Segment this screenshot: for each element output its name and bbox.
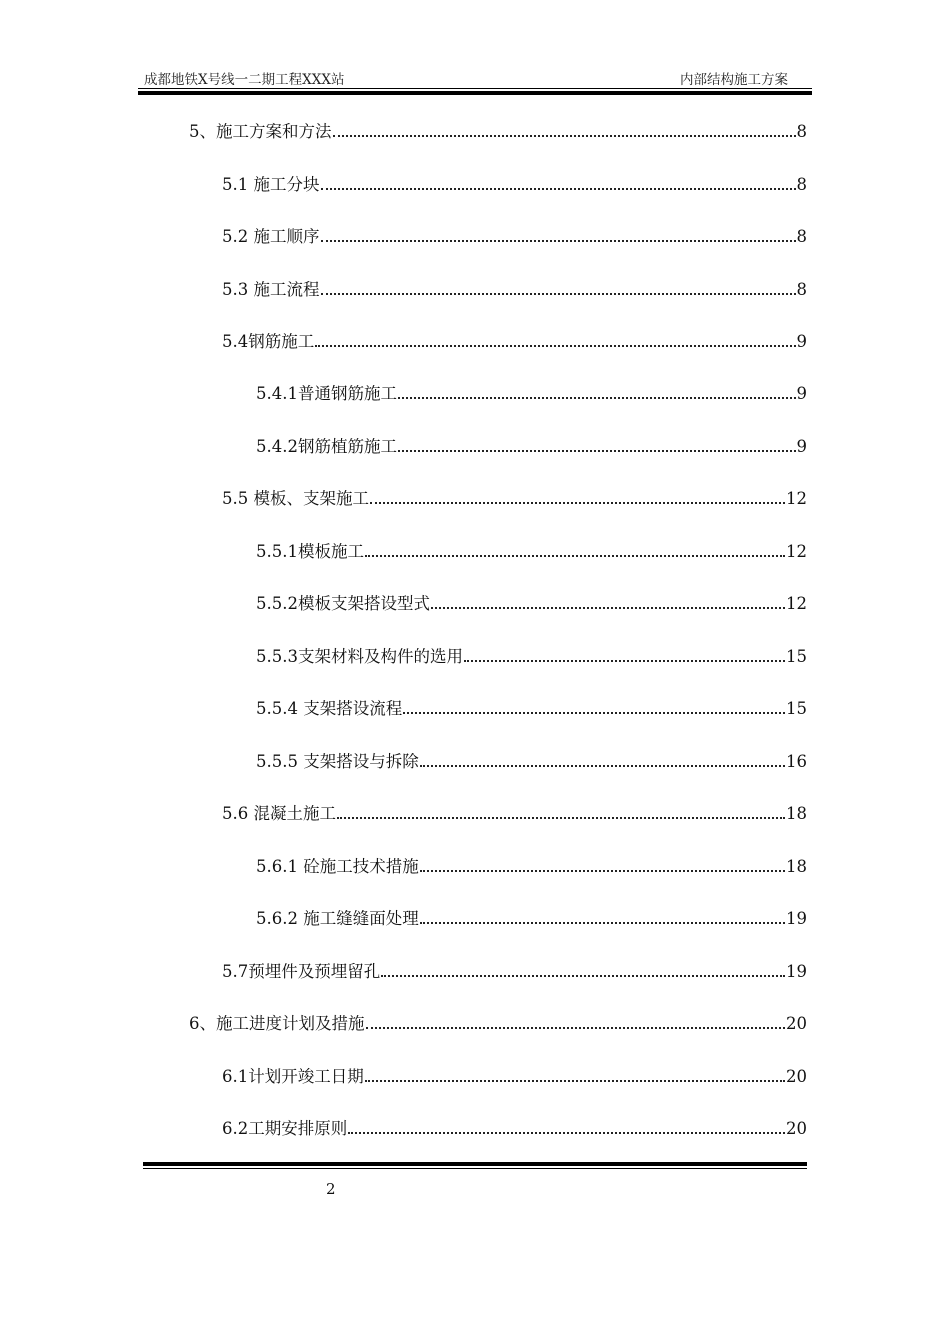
toc-leader [365, 555, 785, 557]
toc-entry-page: 19 [786, 962, 807, 981]
toc-leader [398, 450, 796, 452]
toc-leader [398, 397, 796, 399]
toc-entry-title: 5.5.1模板施工 [256, 542, 364, 561]
toc-leader [420, 922, 785, 924]
toc-leader [321, 240, 796, 242]
toc-entry-title: 5.5.4 支架搭设流程 [256, 699, 403, 718]
toc-leader [321, 293, 796, 295]
toc-entry[interactable] [222, 328, 807, 352]
toc-entry-title: 5.3 施工流程 [222, 280, 320, 299]
toc-entry[interactable] [256, 380, 807, 404]
toc-entry-page: 18 [786, 857, 807, 876]
toc-entry-page: 20 [786, 1067, 807, 1086]
toc-entry[interactable] [222, 485, 807, 509]
toc-leader [420, 765, 785, 767]
toc-entry-page: 15 [786, 647, 807, 666]
toc-entry[interactable] [256, 433, 807, 457]
toc-entry-title: 5、施工方案和方法 [189, 122, 332, 141]
toc-entry[interactable] [256, 590, 807, 614]
toc-leader [365, 1080, 785, 1082]
footer-rule-thin [143, 1168, 807, 1169]
toc-leader [333, 135, 796, 137]
toc-leader [337, 817, 785, 819]
toc-entry-page: 16 [786, 752, 807, 771]
toc-leader [321, 188, 796, 190]
toc-entry-title: 5.6.2 施工缝缝面处理 [256, 909, 419, 928]
toc-entry[interactable] [256, 905, 807, 929]
toc-entry-title: 5.5.3支架材料及构件的选用 [256, 647, 463, 666]
toc-entry-title: 5.5.2模板支架搭设型式 [256, 594, 430, 613]
header-document-title: 内部结构施工方案 [680, 72, 788, 88]
toc-leader [315, 345, 795, 347]
toc-leader [348, 1132, 785, 1134]
toc-entry-title: 5.1 施工分块 [222, 175, 320, 194]
toc-entry-page: 9 [796, 384, 807, 403]
toc-entry-page: 18 [786, 804, 807, 823]
page-header [140, 68, 812, 88]
toc-entry-title: 5.4.1普通钢筋施工 [256, 384, 397, 403]
toc-entry-page: 8 [796, 227, 807, 246]
toc-entry[interactable] [222, 800, 807, 824]
toc-entry[interactable] [256, 853, 807, 877]
toc-entry-title: 5.6 混凝土施工 [222, 804, 336, 823]
toc-entry-title: 6.1计划开竣工日期 [222, 1067, 364, 1086]
toc-leader [420, 870, 785, 872]
toc-leader [370, 502, 785, 504]
toc-entry[interactable] [256, 643, 807, 667]
toc-entry-title: 5.6.1 砼施工技术措施 [256, 857, 419, 876]
toc-entry[interactable] [256, 748, 807, 772]
toc-entry-page: 9 [796, 437, 807, 456]
toc-entry-title: 5.4.2钢筋植筋施工 [256, 437, 397, 456]
toc-entry[interactable] [189, 118, 807, 142]
toc-entry-page: 20 [786, 1119, 807, 1138]
toc-entry-page: 8 [796, 122, 807, 141]
toc-entry[interactable] [222, 1115, 807, 1139]
toc-entry-title: 5.7预埋件及预埋留孔 [222, 962, 381, 981]
toc-entry[interactable] [256, 538, 807, 562]
toc-entry-page: 9 [796, 332, 807, 351]
footer-rule-thick [143, 1162, 807, 1166]
toc-entry-title: 6、施工进度计划及措施 [189, 1014, 365, 1033]
toc-entry[interactable] [189, 1010, 807, 1034]
toc-entry[interactable] [222, 223, 807, 247]
toc-entry-page: 12 [786, 542, 807, 561]
toc-leader [366, 1027, 786, 1029]
toc-entry-title: 5.5 模板、支架施工 [222, 489, 369, 508]
toc-entry-page: 12 [786, 594, 807, 613]
toc-entry-page: 20 [786, 1014, 807, 1033]
toc-entry-title: 5.5.5 支架搭设与拆除 [256, 752, 419, 771]
page-number: 2 [326, 1180, 336, 1198]
header-project-title: 成都地铁X号线一二期工程XXX站 [144, 72, 345, 88]
header-rule-thin [138, 88, 812, 89]
toc-entry[interactable] [222, 276, 807, 300]
toc-entry-page: 8 [796, 175, 807, 194]
toc-entry[interactable] [222, 1063, 807, 1087]
toc-leader [431, 607, 785, 609]
toc-entry-page: 15 [786, 699, 807, 718]
toc-entry[interactable] [222, 958, 807, 982]
toc-leader [381, 975, 785, 977]
toc-entry-page: 19 [786, 909, 807, 928]
toc-entry-title: 5.2 施工顺序 [222, 227, 320, 246]
toc-entry-title: 5.4钢筋施工 [222, 332, 315, 351]
toc-entry-page: 12 [786, 489, 807, 508]
toc-entry-page: 8 [796, 280, 807, 299]
toc-entry[interactable] [222, 171, 807, 195]
toc-entry-title: 6.2工期安排原则 [222, 1119, 348, 1138]
toc-leader [464, 660, 785, 662]
header-rule-thick [138, 91, 812, 95]
toc-leader [403, 712, 785, 714]
toc-entry[interactable] [256, 695, 807, 719]
